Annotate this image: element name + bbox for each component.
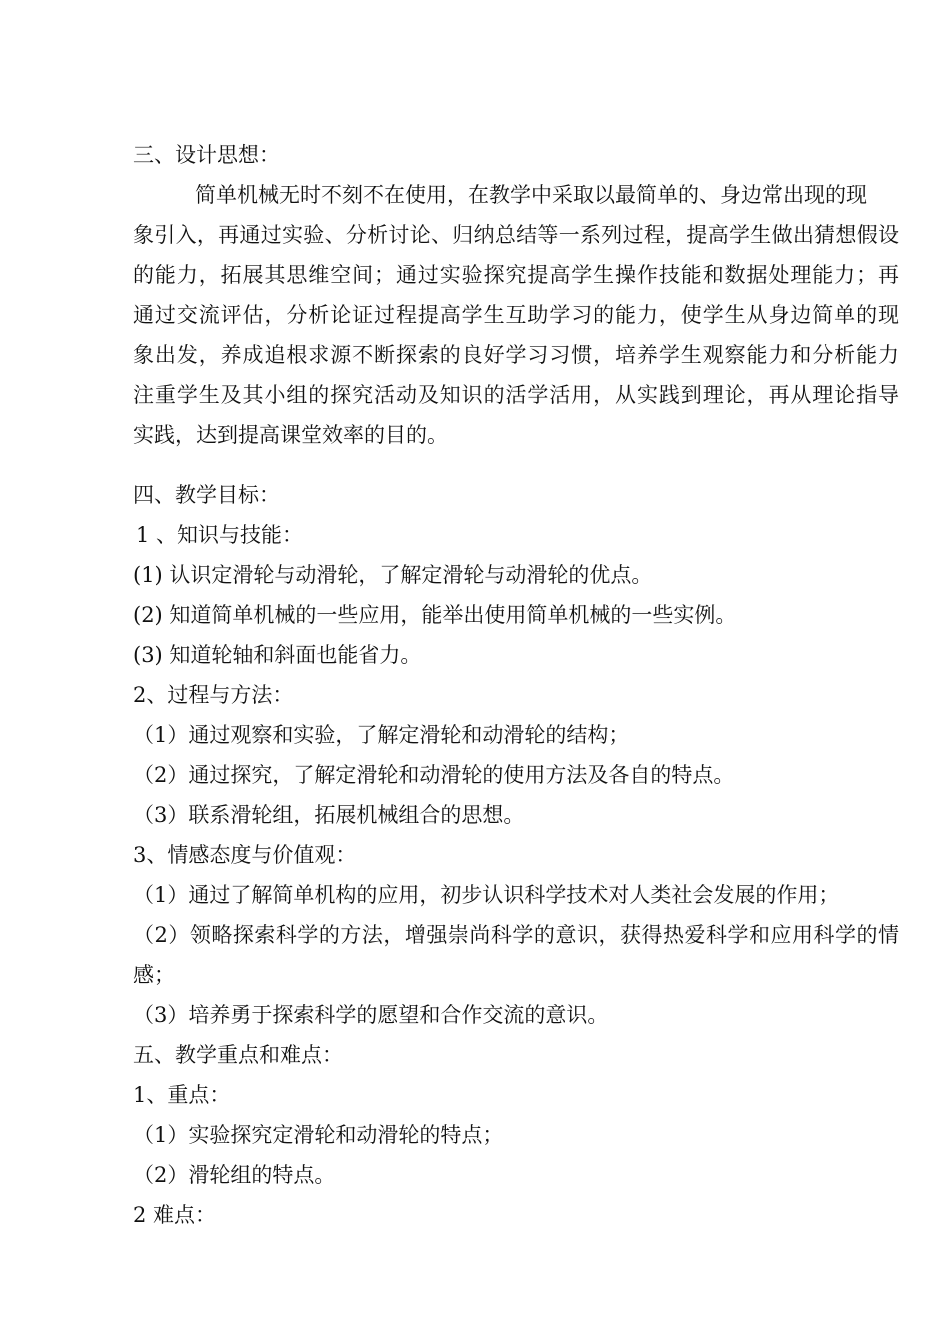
- list-item: （1）实验探究定滑轮和动滑轮的特点；: [133, 1123, 504, 1147]
- list-item: (3) 知道轮轴和斜面也能省力。: [133, 643, 422, 667]
- paragraph-line: 象引入，再通过实验、分析讨论、归纳总结等一系列过程，提高学生做出猜想假设: [133, 223, 899, 247]
- section-heading-design-idea: 三、设计思想：: [133, 143, 280, 167]
- list-item-continuation: 感；: [133, 963, 175, 987]
- list-item: （3）培养勇于探索科学的愿望和合作交流的意识。: [133, 1003, 609, 1027]
- list-item: （2）通过探究，了解定滑轮和动滑轮的使用方法及各自的特点。: [133, 763, 735, 787]
- paragraph-line: 简单机械无时不刻不在使用，在教学中采取以最简单的、身边常出现的现: [195, 183, 867, 207]
- section-heading-teaching-goals: 四、教学目标：: [133, 483, 280, 507]
- list-item: （3）联系滑轮组，拓展机械组合的思想。: [133, 803, 525, 827]
- paragraph-line: 的能力，拓展其思维空间；通过实验探究提高学生操作技能和数据处理能力；再: [133, 263, 899, 287]
- list-item: （2）滑轮组的特点。: [133, 1163, 336, 1187]
- paragraph-line: 实践，达到提高课堂效率的目的。: [133, 423, 448, 447]
- list-item: （1）通过观察和实验，了解定滑轮和动滑轮的结构；: [133, 723, 630, 747]
- subheading-difficult-point: 2 难点：: [133, 1203, 217, 1227]
- list-item: (1) 认识定滑轮与动滑轮，了解定滑轮与动滑轮的优点。: [133, 563, 653, 587]
- list-item: (2) 知道简单机械的一些应用，能举出使用简单机械的一些实例。: [133, 603, 737, 627]
- paragraph-line: 注重学生及其小组的探究活动及知识的活学活用，从实践到理论，再从理论指导: [133, 383, 899, 407]
- section-heading-key-points: 五、教学重点和难点：: [133, 1043, 343, 1067]
- paragraph-line: 通过交流评估，分析论证过程提高学生互助学习的能力，使学生从身边简单的现: [133, 303, 899, 327]
- paragraph-line: 象出发，养成追根求源不断探索的良好学习习惯，培养学生观察能力和分析能力: [133, 343, 899, 367]
- list-item: （2）领略探索科学的方法，增强崇尚科学的意识，获得热爱科学和应用科学的情: [133, 923, 899, 947]
- subheading-key-point: 1、重点：: [133, 1083, 231, 1107]
- subheading-process-methods: 2、过程与方法：: [133, 683, 294, 707]
- subheading-knowledge-skills: 1 、知识与技能：: [136, 523, 304, 547]
- subheading-emotion-values: 3、情感态度与价值观：: [133, 843, 357, 867]
- list-item: （1）通过了解简单机构的应用，初步认识科学技术对人类社会发展的作用；: [133, 883, 840, 907]
